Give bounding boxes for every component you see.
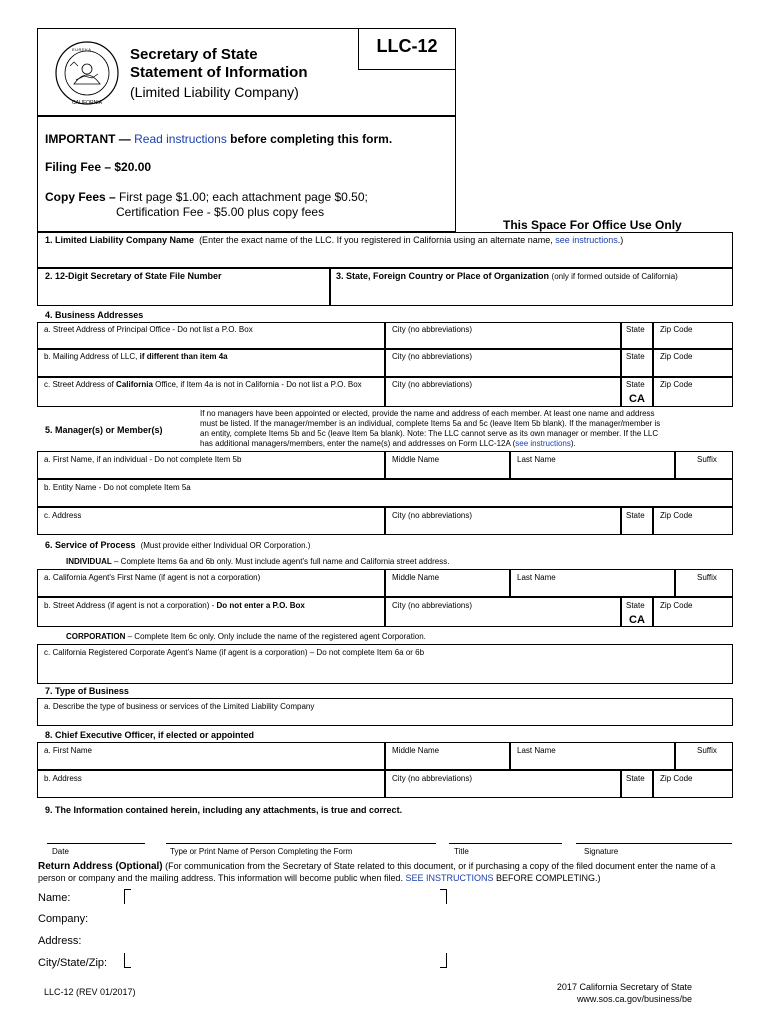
certification-statement: 9. The Information contained herein, including any attachments, is true and correct. xyxy=(45,805,403,815)
corporation-note xyxy=(66,632,426,641)
city-label: City (no abbreviations) xyxy=(392,352,473,361)
service-of-process-title xyxy=(45,540,310,550)
s1-note-end: .) xyxy=(617,235,624,245)
s4c-pre: c. Street Address of xyxy=(44,380,117,389)
state-ca-value: CA xyxy=(629,393,645,405)
filing-fee: Filing Fee – $20.00 xyxy=(45,160,152,174)
s5-desc-end: ). xyxy=(570,439,576,448)
managers-desc-3: an entity, complete Items 5b and 5c (leave Item 5a blank). Note: The LLC cannot serve as its own manager or member. If the LLC xyxy=(200,429,659,438)
middle-name-label: Middle Name xyxy=(392,746,440,755)
office-use-label: This Space For Office Use Only xyxy=(503,218,682,232)
print-name-label: Type or Print Name of Person Completing the Form xyxy=(170,847,353,856)
state-label: State xyxy=(626,352,645,361)
bracket-top-left xyxy=(124,889,131,904)
state-label: State xyxy=(626,774,645,783)
zip-label: Zip Code xyxy=(660,325,693,334)
business-description-label: a. Describe the type of business or services of the Limited Liability Company xyxy=(44,702,315,711)
s6b-bold: Do not enter a P.O. Box xyxy=(216,601,305,610)
header-title-1: Secretary of State xyxy=(130,46,258,63)
date-line[interactable] xyxy=(47,843,145,844)
s3-note: (only if formed outside of California) xyxy=(551,272,678,281)
return-address-note-2 xyxy=(38,873,601,883)
s6-note: (Must provide either Individual OR Corporation.) xyxy=(140,541,311,550)
city-label: City (no abbreviations) xyxy=(392,511,473,520)
city-label: City (no abbreviations) xyxy=(392,325,473,334)
ceo-address[interactable] xyxy=(37,770,385,798)
s4b-pre: b. Mailing Address of LLC, xyxy=(44,352,140,361)
header-title-2: Statement of Information xyxy=(130,64,308,81)
business-addresses-title: 4. Business Addresses xyxy=(45,310,144,320)
llc-name-label xyxy=(45,235,623,245)
copy-fees xyxy=(45,190,368,204)
agent-street-label xyxy=(44,601,305,610)
header-subtitle: (Limited Liability Company) xyxy=(130,84,299,100)
type-of-business-title: 7. Type of Business xyxy=(45,686,129,696)
managers-desc-1: If no managers have been appointed or elected, provide the name and address of each member. At least one name and address xyxy=(200,409,655,418)
manager-first-name-label: a. First Name, if an individual - Do not complete Item 5b xyxy=(44,455,242,464)
principal-office-label: a. Street Address of Principal Office - Do not list a P.O. Box xyxy=(44,325,253,334)
print-name-line[interactable] xyxy=(166,843,436,844)
s1-instructions-link[interactable]: see instructions xyxy=(555,235,618,245)
copyright: 2017 California Secretary of State xyxy=(556,982,692,992)
seal-bottom-text: CALIFORNIA xyxy=(72,100,103,106)
return-address-field[interactable] xyxy=(124,888,446,970)
place-of-organization-label xyxy=(336,271,678,281)
state-label: State xyxy=(626,325,645,334)
managers-desc-4 xyxy=(200,439,576,448)
california-office-label xyxy=(44,380,362,389)
middle-name-label: Middle Name xyxy=(392,573,440,582)
signature-label: Signature xyxy=(584,847,619,856)
suffix-label: Suffix xyxy=(697,455,717,464)
city-label: City (no abbreviations) xyxy=(392,380,473,389)
state-label: State xyxy=(626,601,645,610)
form-revision: LLC-12 (REV 01/2017) xyxy=(44,987,136,997)
s6-title: 6. Service of Process xyxy=(45,540,136,550)
s6b-pre: b. Street Address (if agent is not a corporation) - xyxy=(44,601,217,610)
title-line[interactable] xyxy=(449,843,562,844)
return-city-label: City/State/Zip: xyxy=(38,957,108,969)
return-note-2: person or company and the mailing address. This information will become public when filed. xyxy=(38,873,406,883)
copy-fees-line-1: First page $1.00; each attachment page $0.50; xyxy=(119,190,368,204)
last-name-label: Last Name xyxy=(517,573,556,582)
first-name-label: a. First Name xyxy=(44,746,93,755)
corporation-label: CORPORATION xyxy=(66,632,126,641)
return-address-note-1 xyxy=(38,861,715,872)
last-name-label: Last Name xyxy=(517,455,556,464)
zip-label: Zip Code xyxy=(660,380,693,389)
footer-url[interactable]: www.sos.ca.gov/business/be xyxy=(576,994,692,1004)
managers-members-title: 5. Manager(s) or Member(s) xyxy=(45,425,163,435)
seal-motto: EUREKA xyxy=(72,47,92,52)
ceo-title: 8. Chief Executive Officer, if elected or appointed xyxy=(45,730,255,740)
individual-label: INDIVIDUAL xyxy=(66,557,112,566)
state-label: State xyxy=(626,511,645,520)
copy-fees-label: Copy Fees – xyxy=(45,190,120,204)
zip-label: Zip Code xyxy=(660,511,693,520)
suffix-label: Suffix xyxy=(697,746,717,755)
state-label: State xyxy=(626,380,645,389)
title-label: Title xyxy=(454,847,469,856)
address-label: b. Address xyxy=(44,774,82,783)
bracket-top-right xyxy=(440,889,447,904)
important-notice xyxy=(45,132,392,146)
s5-desc-4: has additional managers/members, enter the name(s) and addresses on Form LLC-12A ( xyxy=(200,439,516,448)
return-note-1: (For communication from the Secretary of State related to this document, or if purchasing a copy of the filed document enter the name of a xyxy=(162,861,716,871)
middle-name-label: Middle Name xyxy=(392,455,440,464)
return-address-label: Return Address (Optional) xyxy=(38,861,163,872)
city-label: City (no abbreviations) xyxy=(392,601,473,610)
return-company-label: Company: xyxy=(38,913,89,925)
return-name-label: Name: xyxy=(38,892,71,904)
managers-desc-2: must be listed. If the manager/member is an individual, complete Items 5a and 5c (leave Item 5b blank). If the manager/member is xyxy=(200,419,661,428)
important-prefix: IMPORTANT — xyxy=(45,132,135,146)
corporate-agent-label: c. California Registered Corporate Agent’s Name (if agent is a corporation) – Do not complete Item 6a or 6b xyxy=(44,648,425,657)
s5-instructions-link[interactable]: see instructions xyxy=(515,439,571,448)
s4c-bold: California xyxy=(116,380,153,389)
important-suffix: before completing this form. xyxy=(226,132,393,146)
date-label: Date xyxy=(52,847,69,856)
city-label: City (no abbreviations) xyxy=(392,774,473,783)
s4b-bold: if different than item 4a xyxy=(139,352,228,361)
zip-label: Zip Code xyxy=(660,352,693,361)
individual-note xyxy=(66,557,449,566)
corporation-desc: – Complete Item 6c only. Only include the name of the registered agent Corporation. xyxy=(125,632,426,641)
manager-address-label: c. Address xyxy=(44,511,82,520)
individual-desc: – Complete Items 6a and 6b only. Must include agent’s full name and California street address. xyxy=(111,557,450,566)
bracket-bottom-left xyxy=(124,953,131,968)
signature-line[interactable] xyxy=(576,843,732,844)
manager-address[interactable] xyxy=(37,507,385,535)
entity-name-label: b. Entity Name - Do not complete Item 5a xyxy=(44,483,191,492)
file-number-label: 2. 12-Digit Secretary of State File Number xyxy=(45,271,222,281)
suffix-label: Suffix xyxy=(697,573,717,582)
agent-state-ca-value: CA xyxy=(629,614,645,626)
zip-label: Zip Code xyxy=(660,601,693,610)
return-note-end: BEFORE COMPLETING.) xyxy=(493,873,601,883)
mailing-address-label xyxy=(44,352,228,361)
form-id: LLC-12 xyxy=(376,36,438,56)
copy-fees-line-2: Certification Fee - $5.00 plus copy fees xyxy=(116,205,325,219)
return-instructions-link[interactable]: SEE INSTRUCTIONS xyxy=(405,873,494,883)
s4c-post: Office, if Item 4a is not in California - Do not list a P.O. Box xyxy=(152,380,362,389)
read-instructions-link[interactable]: Read instructions xyxy=(134,132,227,146)
return-address-label: Address: xyxy=(38,935,82,947)
last-name-label: Last Name xyxy=(517,746,556,755)
s1-label: 1. Limited Liability Company Name xyxy=(45,235,195,245)
s3-label: 3. State, Foreign Country or Place of Organization xyxy=(336,271,550,281)
zip-label: Zip Code xyxy=(660,774,693,783)
bracket-bottom-right xyxy=(440,953,447,968)
s1-note: (Enter the exact name of the LLC. If you registered in California using an alternate name, xyxy=(199,235,556,245)
agent-first-name-label: a. California Agent's First Name (if agent is not a corporation) xyxy=(44,573,261,582)
